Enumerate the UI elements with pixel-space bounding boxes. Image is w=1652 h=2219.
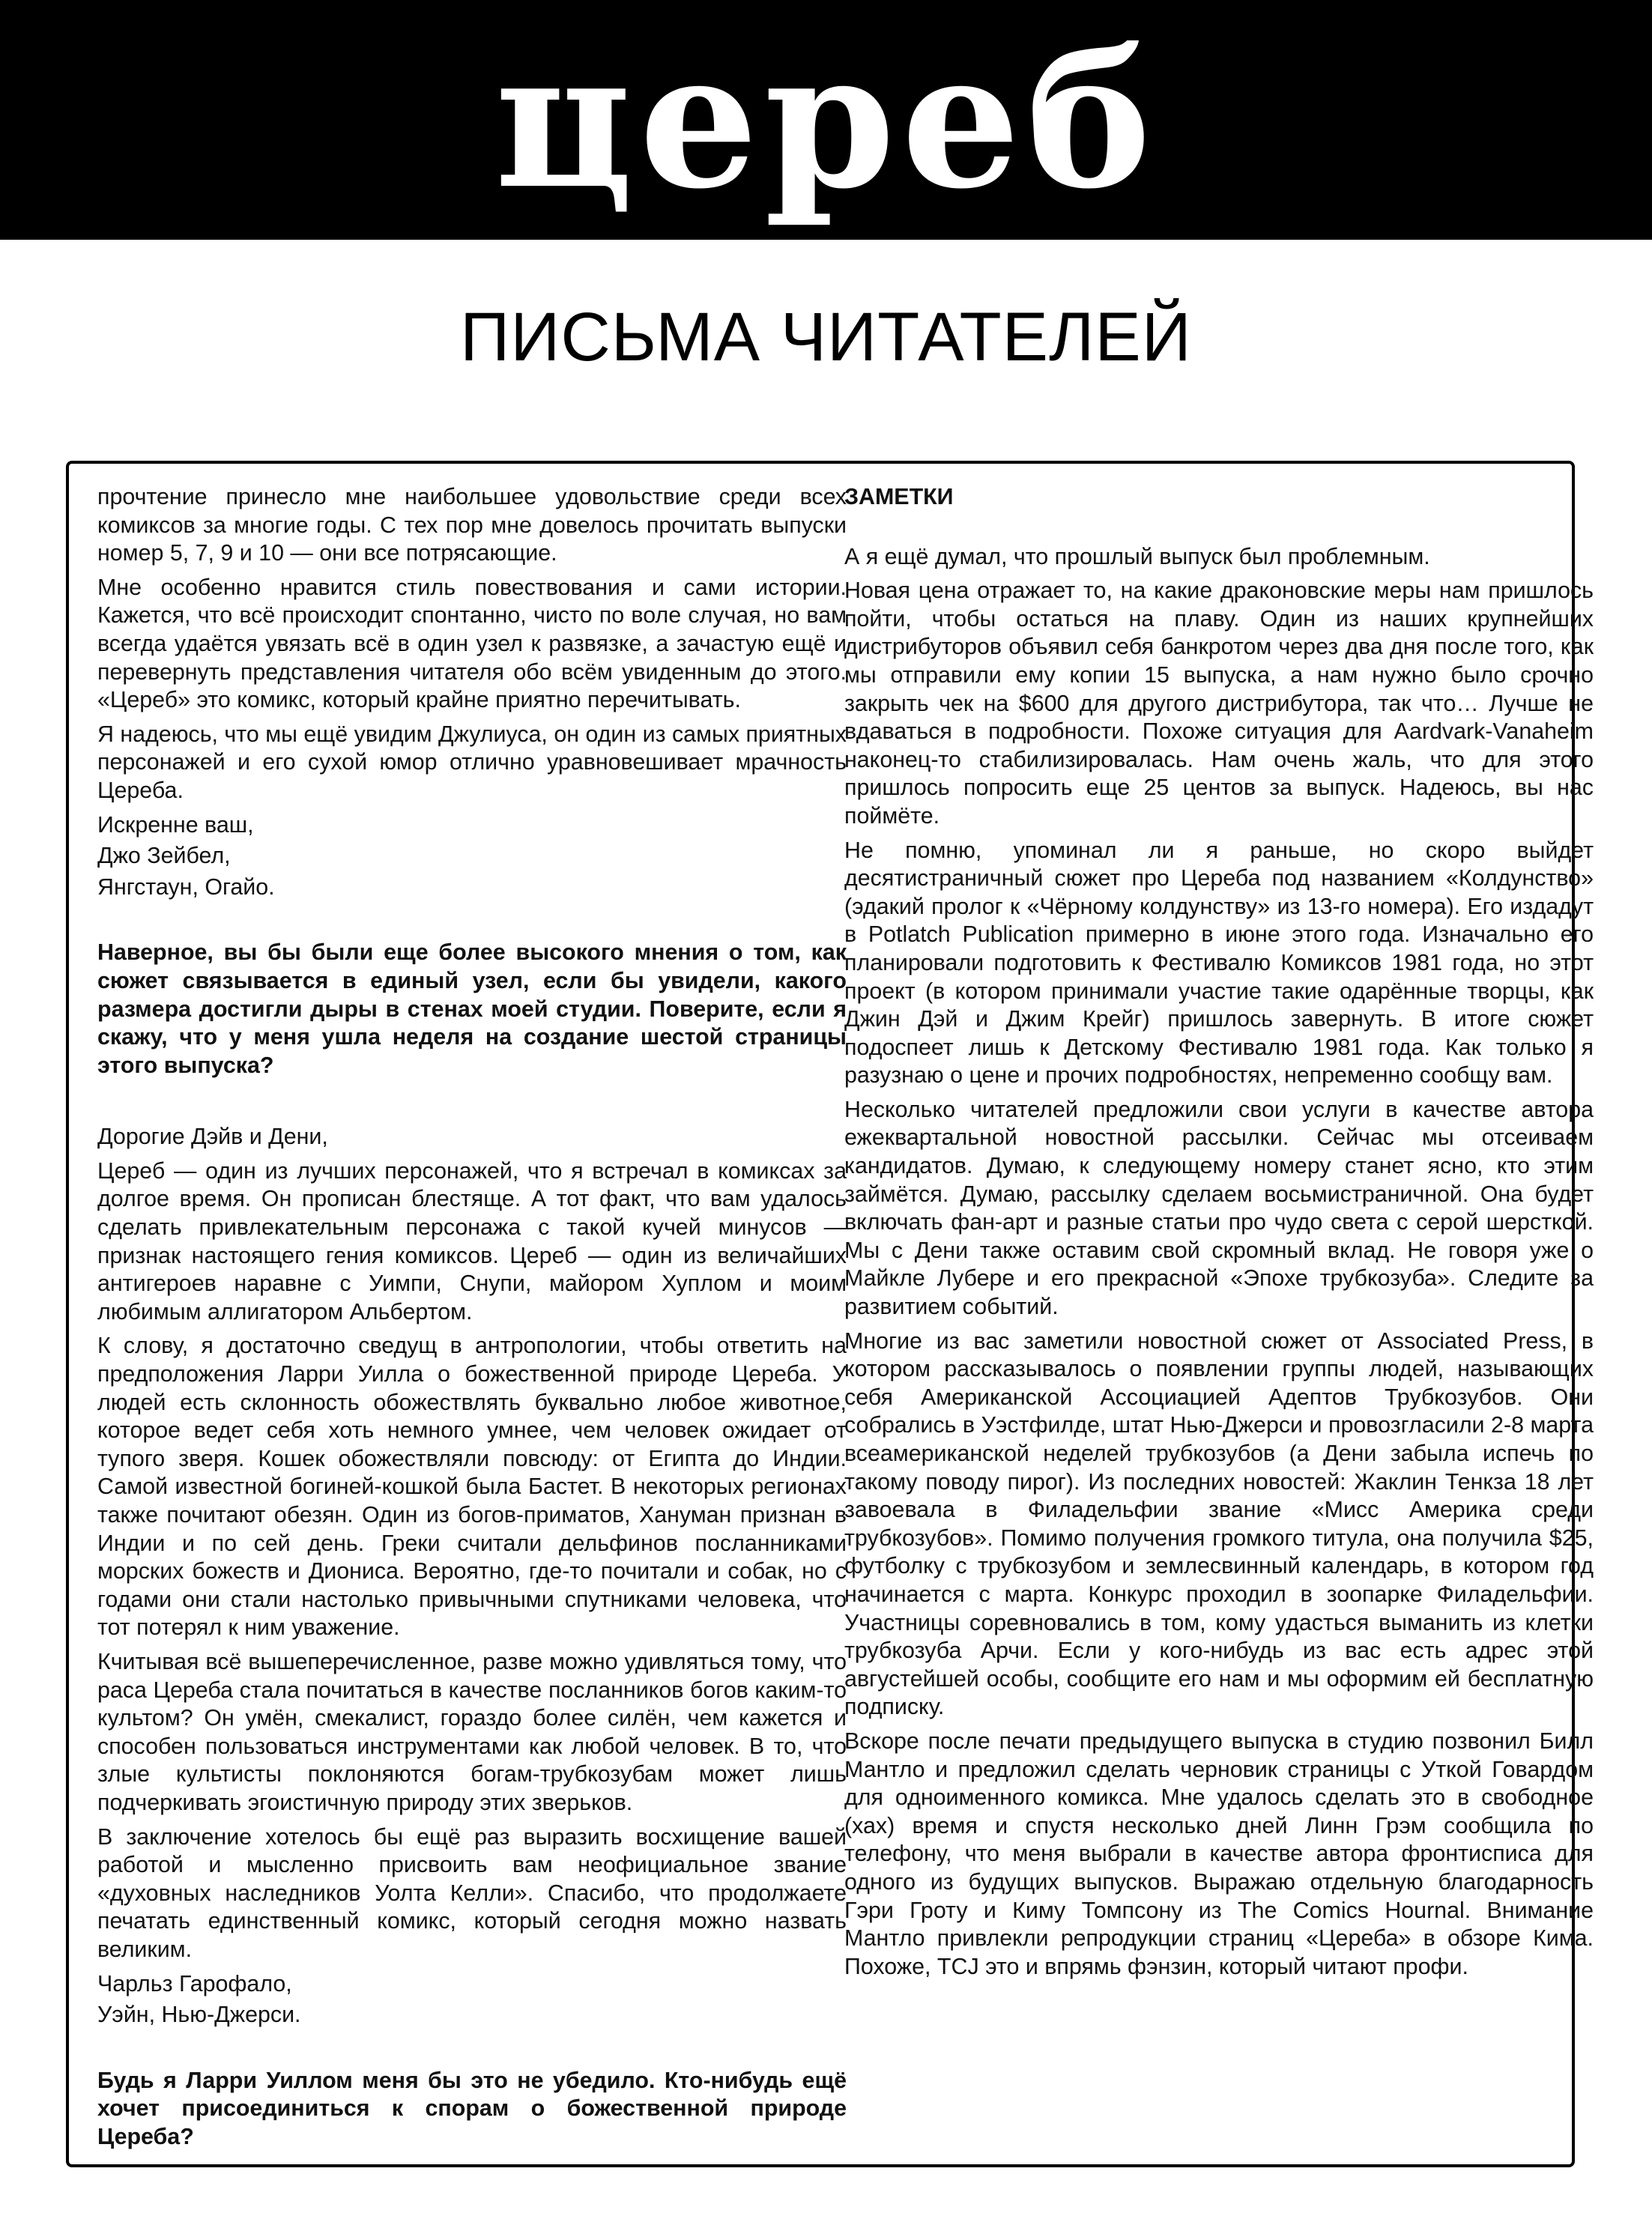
letter1-location: Янгстаун, Огайо. bbox=[97, 874, 275, 900]
letter2-paragraph: Кчитывая всё вышеперечисленное, разве можно удивляться тому, что раса Цереба стала почитаться в качестве посланников богов каким-то культом? Он умён, смекалист, гораздо более силён, чем кажется и способен пользоваться инструментами как любой человек. В то, что злые культисты поклоняются богам-трубкозубам может лишь подчеркивать эгоистичную природу этих зверьков. bbox=[97, 1648, 847, 1815]
letter2-author: Чарльз Гарофало, bbox=[97, 1970, 292, 1997]
notes-paragraph: Несколько читателей предложили свои услуги в качестве автора ежеквартальной новостной рассылки. Сейчас мы отсеиваем кандидатов. Думаю, к следующему номеру станет ясно, кто этим займётся. Думаю, рассылку сделаем восьмистраничной. Она будет включать фан-арт и разные статьи про чудо света с серой шерсткой. Мы с Дени также оставим свой скромный вклад. Не говоря уже о Майкле Лубере и его прекрасной «Эпохе трубкозуба». Следите за развитием событий. bbox=[844, 1096, 1594, 1320]
letter2-location: Уэйн, Нью-Джерси. bbox=[97, 2002, 301, 2028]
editor-reply-1: Наверное, вы бы были еще более высокого мнения о том, как сюжет связывается в единый узел, если бы увидели, какого размера достигли дыры в стенах моей студии. Поверите, если я скажу, что у меня ушла неделя на создание шестой страницы этого выпуска? bbox=[97, 939, 847, 1078]
letter1-paragraph: Я надеюсь, что мы ещё увидим Джулиуса, он один из самых приятных персонажей и его сухой юмор отлично уравновешивает мрачность Цереба. bbox=[97, 721, 847, 803]
letter1-closing: Искренне ваш, bbox=[97, 811, 254, 838]
notes-heading: ЗАМЕТКИ bbox=[844, 484, 954, 509]
cerebus-logo: цереб bbox=[494, 10, 1158, 230]
letter1-paragraph: прочтение принесло мне наибольшее удовольствие среди всех комиксов за многие годы. С тех пор мне довелось прочитать выпуски номер 5, 7, 9 и 10 — они все потрясающие. bbox=[97, 484, 847, 566]
letter2-paragraph: К слову, я достаточно сведущ в антропологии, чтобы ответить на предположения Ларри Уилла о божественной природе Цереба. У людей есть склонность обожествлять буквально любое животное, которое ведет себя хоть немного умнее, чем человек ожидает от тупого зверя. Кошек обожествляли повсюду: от Египта до Индии. Самой известной богиней-кошкой была Бастет. В некоторых регионах также почитают обезян. Один из богов-приматов, Хануман признан в Индии и по сей день. Греки считали дельфинов посланниками морских божеств и Диониса. Вероятно, где-то почитали и собак, но с годами они стали настолько привычными спутниками человека, что тот потерял к ним уважение. bbox=[97, 1333, 847, 1641]
letter2-paragraph: Цереб — один из лучших персонажей, что я встречал в комиксах за долгое время. Он прописан блестяще. А тот факт, что вам удалось сделать привлекательным персонажа с такой кучей минусов — признак настоящего гения комиксов. Цереб — один из величайших антигероев наравне с Уимпи, Снупи, майором Хуплом и моим любимым аллигатором Альбертом. bbox=[97, 1157, 847, 1325]
left-column bbox=[97, 483, 847, 2194]
notes-paragraph: Новая цена отражает то, на какие драконовские меры нам пришлось пойти, чтобы остаться на плаву. Один из наших крупнейших дистрибуторов объявил себя банкротом через два дня после того, как мы отправили ему копии 15 выпуска, а нам нужно было срочно закрыть чек на $600 для другого дистрибутора, так что… Лучше не вдаваться в подробности. Похоже ситуация для Aardvark-Vanaheim наконец-то стабилизировалась. Нам очень жаль, что для этого пришлось попросить еще 25 центов за выпуск. Надеюсь, вы нас поймёте. bbox=[844, 578, 1594, 829]
notes-paragraph: А я ещё думал, что прошлый выпуск был проблемным. bbox=[844, 543, 1430, 569]
letter1-author: Джо Зейбел, bbox=[97, 843, 231, 869]
section-title: ПИСЬМА ЧИТАТЕЛЕЙ bbox=[460, 299, 1192, 375]
letter2-salutation: Дорогие Дэйв и Дени, bbox=[97, 1124, 328, 1150]
letter1-paragraph: Мне особенно нравится стиль повествования и сами истории. Кажется, что всё происходит спонтанно, чисто по воле случая, но вам всегда удаётся увязать всё в один узел к развязке, а зачастую ещё и перевернуть представления читателя обо всём увиденным до этого. «Цереб» это комикс, который крайне приятно перечитывать. bbox=[97, 574, 847, 713]
notes-paragraph: Многие из вас заметили новостной сюжет от Associated Press, в котором рассказывалось о появлении группы людей, называющих себя Американской Ассоциацией Адептов Трубкозубов. Они собрались в Уэстфилде, штат Нью-Джерси и провозгласили 2-8 марта всеамериканской неделей трубкозубов (а Дени забыла испечь по такому поводу пирог). Из последних новостей: Жаклин Тенкза 18 лет завоевала в Филадельфии звание «Мисс Америка среди трубкозубов». Помимо получения громкого титула, она получила $25, футболку с трубкозубом и землесвинный календарь, в котором год начинается с марта. Конкурс проходил в зоопарке Филадельфии. Участницы соревновались в том, кому удасться выманить из клетки трубкозуба Арчи. Если у кого-нибудь из вас есть адрес этой августейшей особы, сообщите его нам и мы оформим ей бесплатную подписку. bbox=[844, 1328, 1594, 1720]
right-column bbox=[844, 483, 1594, 1987]
letter2-paragraph: В заключение хотелось бы ещё раз выразить восхищение вашей работой и мысленно присвоить вам неофициальное звание «духовных наследников Уолта Келли». Спасибо, что продолжаете печатать единственный комикс, который сегодня можно назвать великим. bbox=[97, 1823, 847, 1962]
editor-reply-2: Будь я Ларри Уиллом меня бы это не убедило. Кто-нибудь ещё хочет присоединиться к спорам о божественной природе Цереба? bbox=[97, 2067, 847, 2149]
notes-paragraph: Не помню, упоминал ли я раньше, но скоро выйдет десятистраничный сюжет про Цереба под названием «Колдунство» (эдакий пролог к «Чёрному колдунству» из 13-го номера). Его издадут в Potlatch Publication примерно в июне этого года. Изначально его планировали подготовить к Фестивалю Комиксов 1981 года, но этот проект (в котором принимали участие такие одарённые творцы, как Джин Дэй и Джим Крейг) пришлось завернуть. В итоге сюжет подоспеет лишь к Детскому Фестивалю 1981 года. Как только я разузнаю о цене и прочих подробностях, непременно сообщу вам. bbox=[844, 837, 1594, 1089]
notes-paragraph: Вскоре после печати предыдущего выпуска в студию позвонил Билл Мантло и предложил сделать черновик страницы с Уткой Говардом для одноименного комикса. Мне удалось сделать это в свободное (хах) время и спустя несколько дней Линн Грэм сообщила по телефону, что меня выбрали в качестве автора фронтисписа для одного из будущих выпусков. Выражаю отдельную благодарность Гэри Гроту и Киму Томпсону из The Comics Hournal. Внимание Мантло привлекли репродукции страниц «Цереба» в обзоре Кима. Похоже, TCJ это и впрямь фэнзин, который читают профи. bbox=[844, 1728, 1594, 1979]
